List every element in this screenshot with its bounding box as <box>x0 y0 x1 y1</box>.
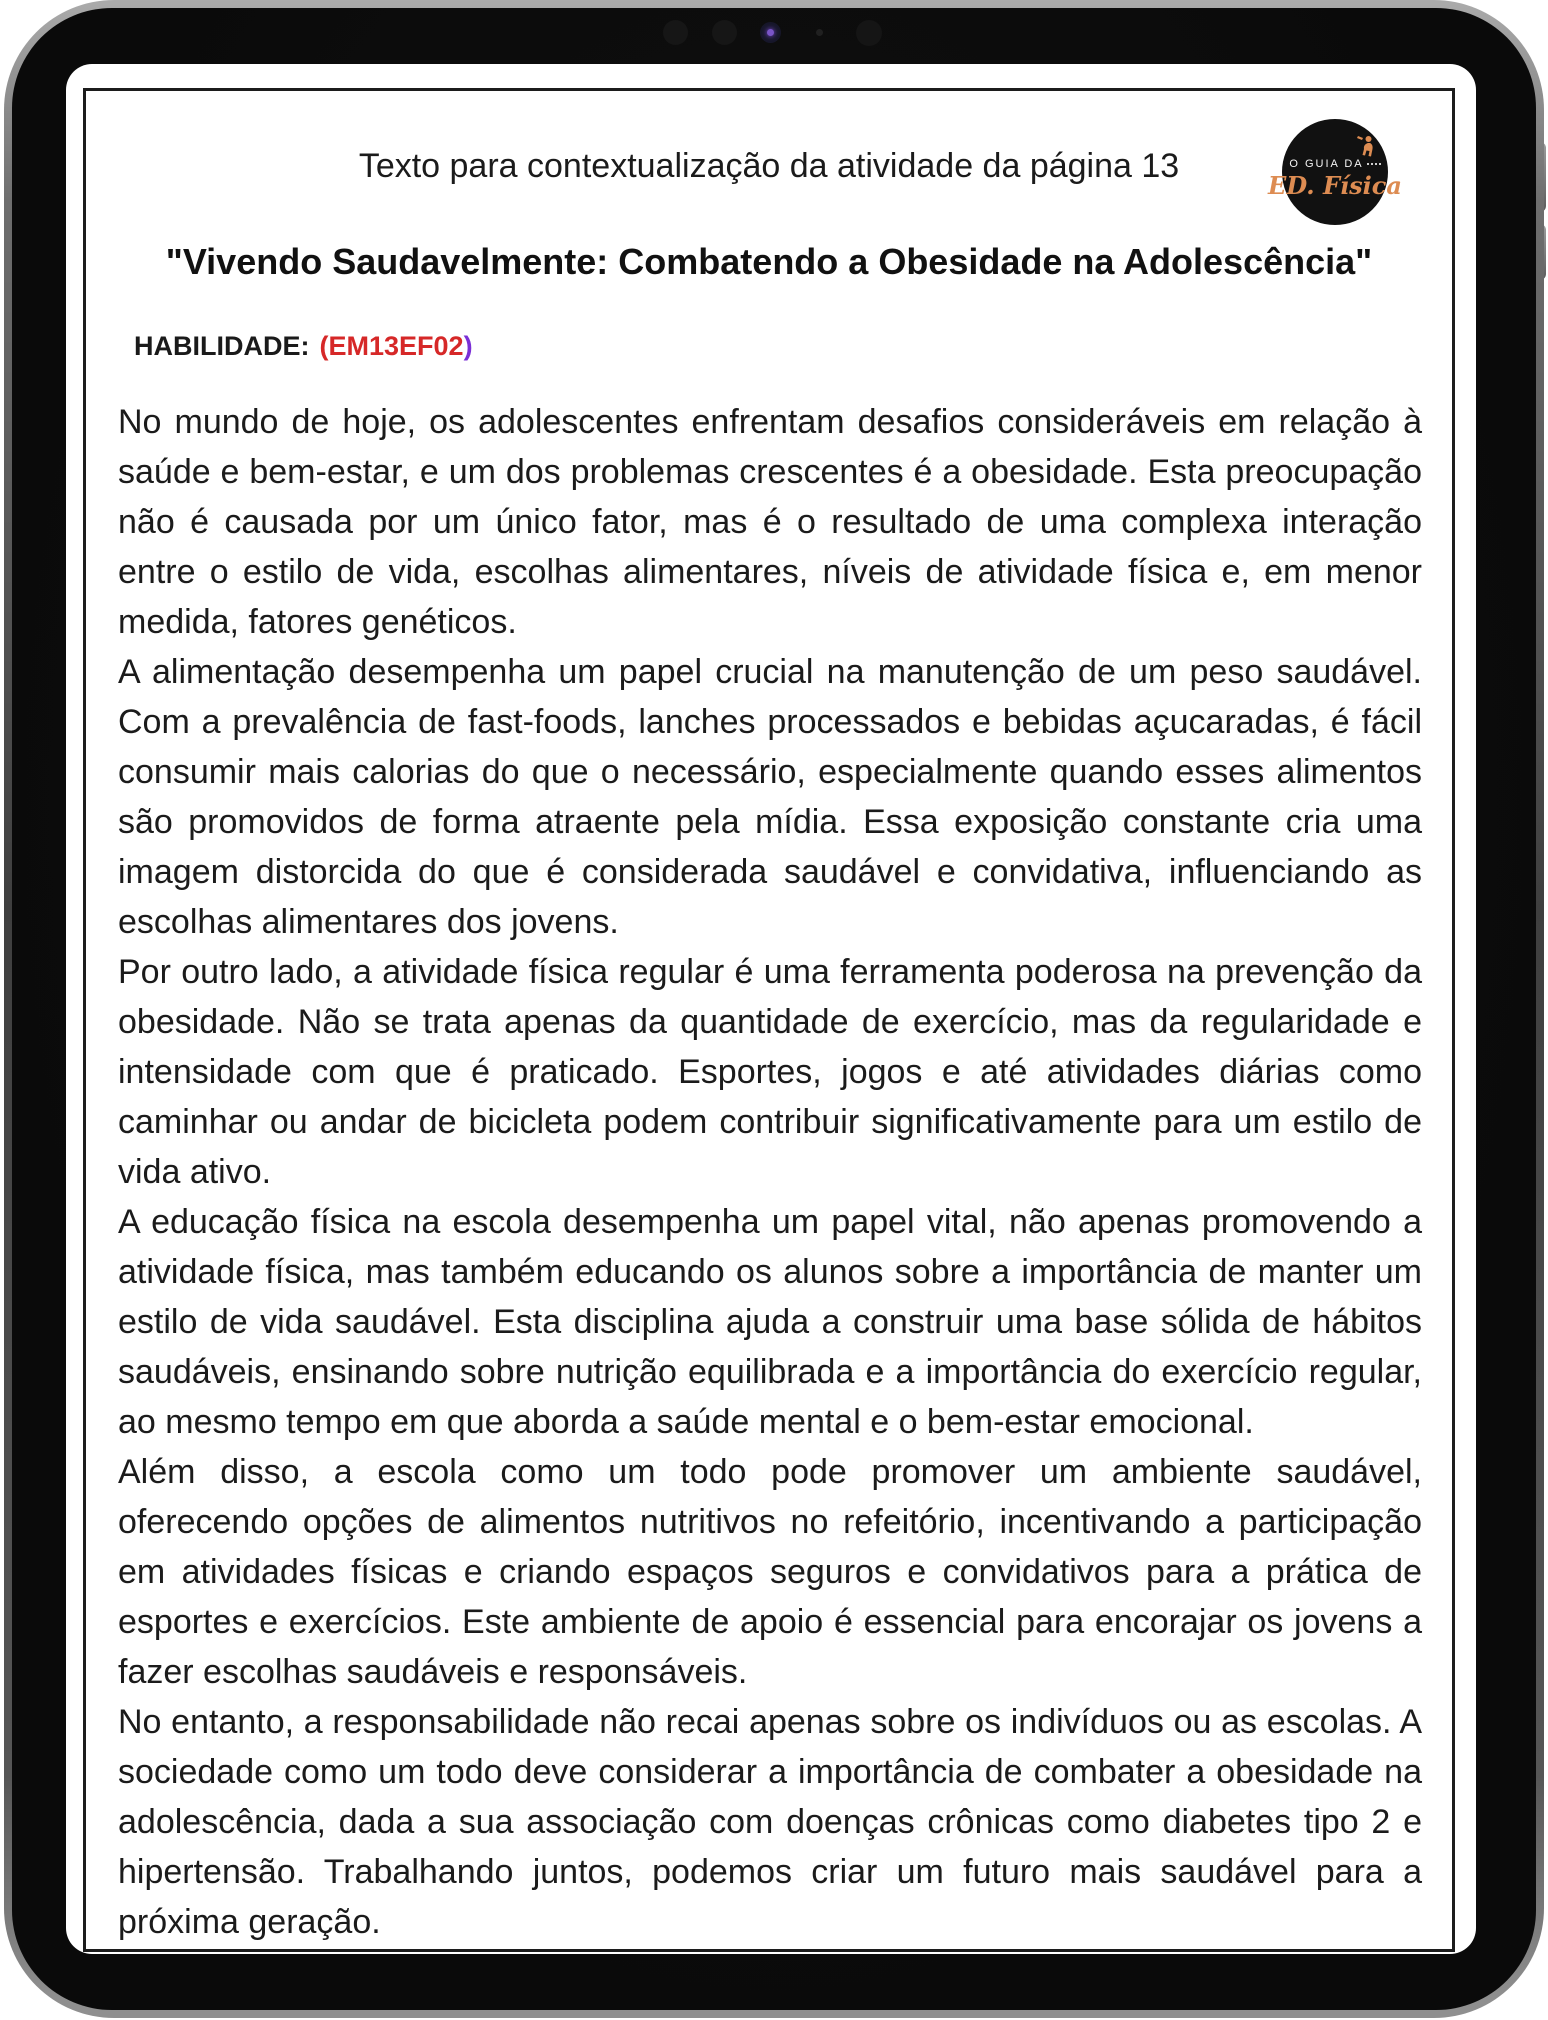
paragraph: A educação física na escola desempenha um papel vital, não apenas promovendo a atividade física, mas também educando os alunos sobre a importância de manter um estilo de vida saudável. Esta disciplina ajuda a construir uma base sólida de hábitos saudáveis, ensinando sobre nutrição equilibrada e a importância do exercício regular, ao mesmo tempo em que aborda a saúde mental e o bem-estar emocional. <box>118 1203 1422 1441</box>
paragraph: A alimentação desempenha um papel crucial na manutenção de um peso saudável. Com a prevalência de fast-foods, lanches processados e bebidas açucaradas, é fácil consumir mais calorias do que o necessário, especialmente quando esses alimentos são promovidos de forma atraente pela mídia. Essa exposição constante cria uma imagem distorcida do que é considerada saudável e convidativa, influenciando as escolhas alimentares dos jovens. <box>118 653 1422 941</box>
paragraph: No entanto, a responsabilidade não recai apenas sobre os indivíduos ou as escolas. A sociedade como um todo deve considerar a importância de combater a obesidade na adolescência, dada a sua associação com doenças crônicas como diabetes tipo 2 e hipertensão. Trabalhando juntos, podemos criar um futuro mais saudável para a próxima geração. <box>118 1703 1422 1941</box>
context-label: Texto para contextualização da atividade da página 13 <box>358 147 1180 185</box>
ed-fisica-logo <box>1268 119 1402 225</box>
paragraph: No mundo de hoje, os adolescentes enfrentam desafios consideráveis em relação à saúde e bem-estar, e um dos problemas crescentes é a obesidade. Esta preocupação não é causada por um único fator, mas é o resultado de uma complexa interação entre o estilo de vida, escolhas alimentares, níveis de atividade física e, em menor medida, fatores genéticos. <box>118 403 1422 641</box>
document-page <box>83 88 1455 1952</box>
discus-thrower-icon <box>1356 135 1376 161</box>
document-context-heading <box>86 147 1452 186</box>
logo-bottom-text: ED. Física <box>1268 171 1402 200</box>
skill-code: (EM13EF02 <box>319 331 464 361</box>
front-sensor-icon <box>663 20 688 45</box>
front-sensor-icon <box>856 20 882 46</box>
skill-line <box>134 331 473 362</box>
paragraph: Além disso, a escola como um todo pode promover um ambiente saudável, oferecendo opções de alimentos nutritivos no refeitório, incentivando a participação em atividades físicas e criando espaços seguros e convidativos para a prática de esportes e exercícios. Este ambiente de apoio é essencial para encorajar os jovens a fazer escolhas saudáveis e responsáveis. <box>118 1453 1422 1691</box>
tablet-screen <box>66 64 1476 1954</box>
document-title: "Vivendo Saudavelmente: Combatendo a Obesidade na Adolescência" <box>165 241 1373 282</box>
logo-dashes-divider <box>1367 163 1381 165</box>
skill-code-closing-paren: ) <box>463 331 473 361</box>
logo-top-text: O GUIA DA <box>1289 158 1364 170</box>
front-sensor-icon <box>712 20 737 45</box>
front-camera-icon <box>760 22 781 43</box>
ambient-light-sensor-icon <box>816 29 823 36</box>
skill-label: HABILIDADE: <box>134 331 310 361</box>
document-body <box>118 397 1422 1947</box>
paragraph: Por outro lado, a atividade física regular é uma ferramenta poderosa na prevenção da obesidade. Não se trata apenas da quantidade de exercício, mas da regularidade e intensidade com que é praticado. Esportes, jogos e até atividades diárias como caminhar ou andar de bicicleta podem contribuir significativamente para um estilo de vida ativo. <box>118 953 1422 1191</box>
